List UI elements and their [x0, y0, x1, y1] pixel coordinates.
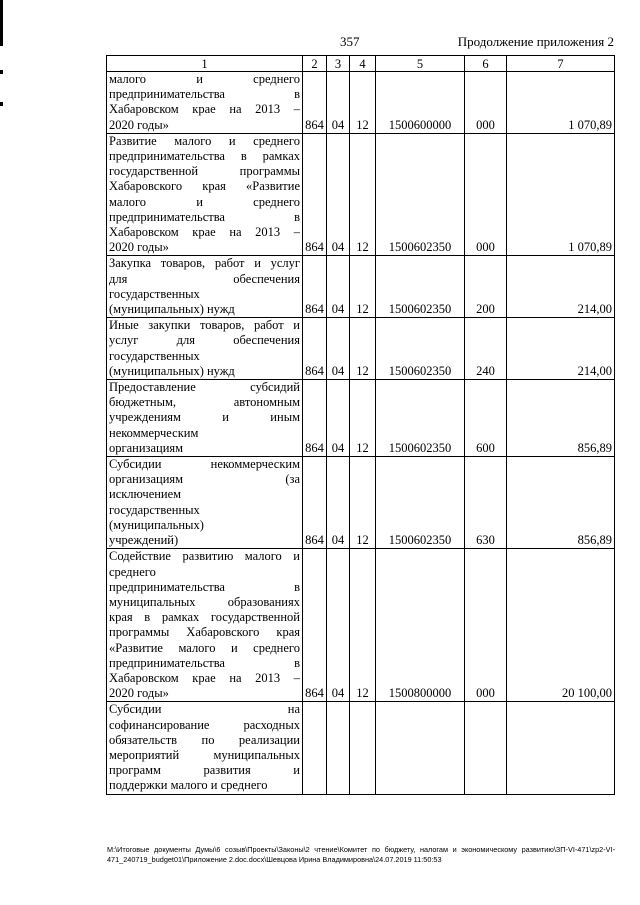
row-name-cell	[107, 318, 303, 380]
amount-cell: 20 100,00	[507, 549, 615, 702]
section-cell: 04	[327, 72, 350, 134]
row-name-line: предпринимательства в	[109, 209, 300, 224]
column-header-4: 4	[350, 56, 376, 72]
amount-cell: 214,00	[507, 318, 615, 380]
expense-type-cell: 000	[465, 72, 507, 134]
target-article-cell: 1500602350	[376, 133, 465, 256]
section-cell: 04	[327, 256, 350, 318]
column-header-1: 1	[107, 56, 303, 72]
row-name-line: поддержки малого и среднего	[109, 778, 268, 793]
amount-cell: 1 070,89	[507, 133, 615, 256]
row-name-line: Содействие развитию малого и	[109, 549, 300, 564]
amount-cell: 214,00	[507, 256, 615, 318]
row-name-line: предпринимательства в	[109, 579, 300, 594]
amount-cell	[507, 702, 615, 794]
table-body	[107, 72, 615, 795]
row-name-line: (муниципальных)	[109, 517, 204, 532]
subsection-cell	[350, 702, 376, 794]
target-article-cell: 1500602350	[376, 457, 465, 549]
row-name-line: Хабаровском крае на 2013 –	[109, 670, 300, 685]
page-number: 357	[340, 34, 360, 49]
row-name-line: (муниципальных) нужд	[109, 302, 235, 317]
row-name-line: Хабаровского края «Развитие	[109, 179, 300, 194]
subsection-cell: 12	[350, 318, 376, 380]
row-name-line: Иные закупки товаров, работ и	[109, 318, 300, 333]
row-name-line: программ развития и	[109, 763, 300, 778]
subsection-cell: 12	[350, 457, 376, 549]
admin-code-cell: 864	[303, 457, 327, 549]
row-name-line: 2020 годы»	[109, 240, 169, 255]
row-name-line: малого и среднего	[109, 72, 300, 86]
margin-mark	[0, 0, 3, 46]
continuation-header: Продолжение приложения 2	[457, 34, 614, 49]
row-name-line: Субсидии некоммерческим	[109, 457, 300, 472]
row-name-line: обязательств по реализации	[109, 732, 300, 747]
section-cell: 04	[327, 133, 350, 256]
admin-code-cell: 864	[303, 549, 327, 702]
row-name-line: 2020 годы»	[109, 686, 169, 701]
row-name-line: среднего	[109, 564, 156, 579]
row-name-line: муниципальных образованиях	[109, 594, 300, 609]
row-name-line: государственной программы	[109, 164, 300, 179]
row-name-cell	[107, 702, 303, 794]
column-header-6: 6	[465, 56, 507, 72]
budget-table	[106, 55, 615, 795]
section-cell: 04	[327, 380, 350, 457]
subsection-cell: 12	[350, 133, 376, 256]
section-cell: 04	[327, 457, 350, 549]
column-header-2: 2	[303, 56, 327, 72]
row-name-line: софинансирование расходных	[109, 717, 300, 732]
expense-type-cell	[465, 702, 507, 794]
row-name-line: предпринимательства в	[109, 655, 300, 670]
row-name-line: учреждений)	[109, 533, 179, 548]
target-article-cell: 1500602350	[376, 318, 465, 380]
row-name-line: (муниципальных) нужд	[109, 363, 235, 378]
row-name-line: государственных	[109, 502, 200, 517]
row-name-line: учреждениям и иным	[109, 410, 300, 425]
table-row	[107, 457, 615, 549]
row-name-cell	[107, 72, 303, 134]
admin-code-cell: 864	[303, 256, 327, 318]
amount-cell: 1 070,89	[507, 72, 615, 134]
expense-type-cell: 240	[465, 318, 507, 380]
row-name-cell	[107, 256, 303, 318]
row-name-line: мероприятий муниципальных	[109, 747, 300, 762]
subsection-cell: 12	[350, 380, 376, 457]
admin-code-cell: 864	[303, 380, 327, 457]
row-name-line: программы Хабаровского края	[109, 625, 300, 640]
subsection-cell: 12	[350, 72, 376, 134]
row-name-cell	[107, 133, 303, 256]
expense-type-cell: 000	[465, 133, 507, 256]
row-name-line: предпринимательства в рамках	[109, 149, 300, 164]
admin-code-cell: 864	[303, 72, 327, 134]
target-article-cell: 1500602350	[376, 256, 465, 318]
amount-cell: 856,89	[507, 457, 615, 549]
row-name-line: некоммерческим	[109, 425, 199, 440]
section-cell	[327, 702, 350, 794]
row-name-line: организациям (за	[109, 472, 300, 487]
target-article-cell: 1500600000	[376, 72, 465, 134]
section-cell: 04	[327, 549, 350, 702]
admin-code-cell: 864	[303, 318, 327, 380]
column-header-3: 3	[327, 56, 350, 72]
row-name-line: малого и среднего	[109, 194, 300, 209]
row-name-line: предпринимательства в	[109, 87, 300, 102]
admin-code-cell: 864	[303, 133, 327, 256]
margin-marks	[0, 0, 8, 140]
document-path-footer: M:\Итоговые документы Думы\6 созыв\Проекты\Законы\2 чтение\Комитет по бюджету, налогам и экономическому развитию\ЗП-VI-471\zp2-VI-471_240719_budget01\Приложение 2.doc.docx\Шевцова Ирина Владимировна\24.07.2019 11:50:53	[107, 845, 615, 864]
margin-mark	[0, 70, 3, 74]
table-row	[107, 318, 615, 380]
row-name-line: Хабаровском крае на 2013 –	[109, 102, 300, 117]
row-name-line: Развитие малого и среднего	[109, 133, 300, 148]
table-row	[107, 549, 615, 702]
admin-code-cell	[303, 702, 327, 794]
row-name-cell	[107, 457, 303, 549]
row-name-cell	[107, 380, 303, 457]
table-row	[107, 702, 615, 794]
margin-mark	[0, 102, 3, 106]
section-cell: 04	[327, 318, 350, 380]
column-header-7: 7	[507, 56, 615, 72]
target-article-cell: 1500800000	[376, 549, 465, 702]
column-number-row	[107, 56, 615, 72]
expense-type-cell: 200	[465, 256, 507, 318]
row-name-line: государственных	[109, 348, 200, 363]
row-name-line: «Развитие малого и среднего	[109, 640, 300, 655]
table-row	[107, 72, 615, 134]
column-header-5: 5	[376, 56, 465, 72]
row-name-line: услуг для обеспечения	[109, 333, 300, 348]
expense-type-cell: 000	[465, 549, 507, 702]
row-name-line: организациям	[109, 440, 184, 455]
row-name-line: Закупка товаров, работ и услуг	[109, 256, 300, 271]
row-name-line: государственных	[109, 286, 200, 301]
row-name-line: 2020 годы»	[109, 117, 169, 132]
amount-cell: 856,89	[507, 380, 615, 457]
table-row	[107, 256, 615, 318]
row-name-line: Субсидии на	[109, 702, 300, 717]
target-article-cell	[376, 702, 465, 794]
row-name-line: Хабаровском крае на 2013 –	[109, 225, 300, 240]
subsection-cell: 12	[350, 256, 376, 318]
row-name-line: Предоставление субсидий	[109, 380, 300, 395]
row-name-line: бюджетным, автономным	[109, 395, 300, 410]
row-name-cell	[107, 549, 303, 702]
expense-type-cell: 630	[465, 457, 507, 549]
table-row	[107, 380, 615, 457]
row-name-line: для обеспечения	[109, 271, 300, 286]
table-row	[107, 133, 615, 256]
target-article-cell: 1500602350	[376, 380, 465, 457]
row-name-line: исключением	[109, 487, 182, 502]
subsection-cell: 12	[350, 549, 376, 702]
row-name-line: края в рамках государственной	[109, 610, 300, 625]
expense-type-cell: 600	[465, 380, 507, 457]
